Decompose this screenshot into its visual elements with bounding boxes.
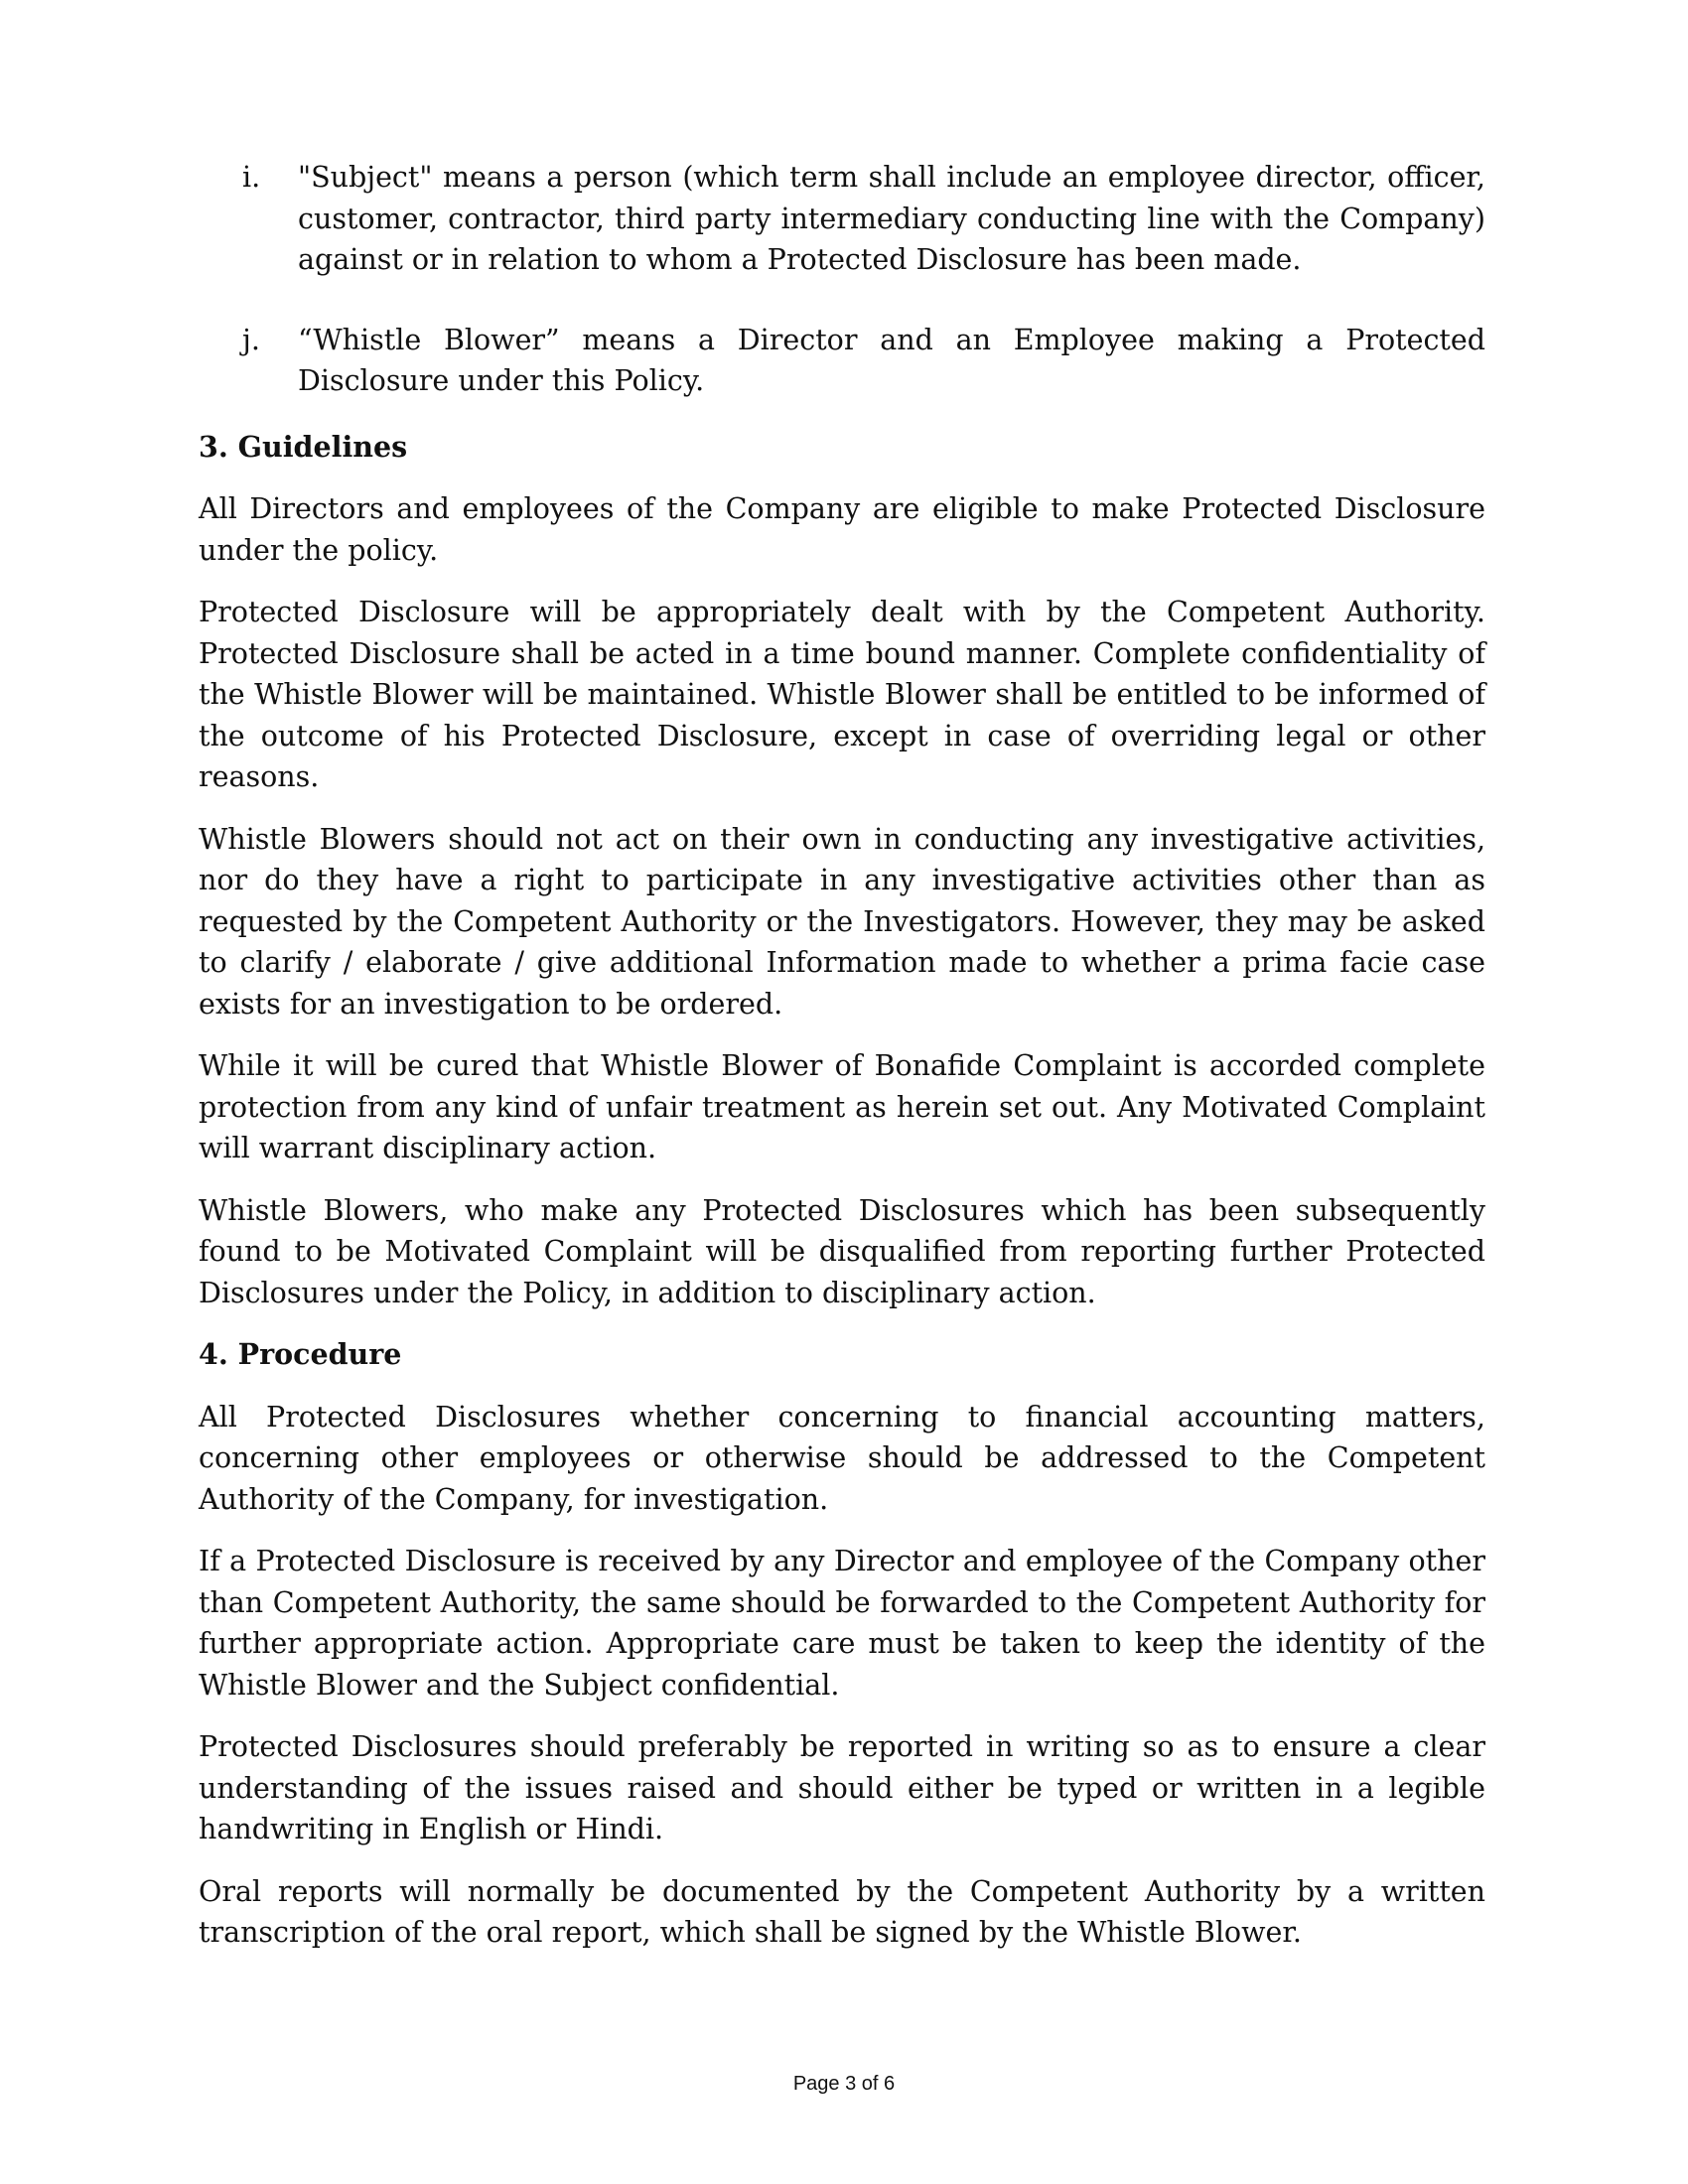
paragraph: All Directors and employees of the Company are eligible to make Protected Disclosure under the policy. [199,492,1485,567]
list-marker: j. [242,323,260,356]
list-marker: i. [242,161,261,194]
section-heading: 3. Guidelines [199,429,408,464]
definitions-list [199,157,1485,402]
paragraph: While it will be cured that Whistle Blower of Bonafide Complaint is accorded complete protection from any kind of unfair treatment as herein set out. Any Motivated Complaint will warrant disciplinary action. [199,1049,1485,1164]
section-guidelines [199,427,1485,1314]
paragraph: Protected Disclosure will be appropriately dealt with by the Competent Authority. Protected Disclosure shall be acted in a time bound manner. Complete confidentiality of the Whistle Blower will be maintained. Whistle Blower shall be entitled to be informed of the outcome of his Protected Disclosure, except in case of overriding legal or other reasons. [199,596,1485,793]
definition-text: “Whistle Blower” means a Director and an Employee making a Protected Disclosure under this Policy. [298,323,1485,397]
section-procedure [199,1334,1485,1954]
paragraph: Oral reports will normally be documented by the Competent Authority by a written transcription of the oral report, which shall be signed by the Whistle Blower. [199,1874,1485,1949]
section-heading: 4. Procedure [199,1337,402,1371]
page-number-footer: Page 3 of 6 [792,2073,896,2095]
page-content [199,157,1485,1975]
definition-item [199,320,1485,402]
definition-text: "Subject" means a person (which term shall include an employee director, officer, customer, contractor, third party intermediary conducting line with the Company) against or in relation to whom a Protected Disclosure has been made. [298,161,1485,276]
paragraph: Whistle Blowers, who make any Protected Disclosures which has been subsequently found to be Motivated Complaint will be disqualified from reporting further Protected Disclosures under the Policy, in addition to disciplinary action. [199,1193,1485,1309]
paragraph: If a Protected Disclosure is received by any Director and employee of the Company other than Competent Authority, the same should be forwarded to the Competent Authority for further appropriate action. Appropriate care must be taken to keep the identity of the Whistle Blower and the Subject confidential. [199,1545,1485,1702]
paragraph: Whistle Blowers should not act on their own in conducting any investigative activities, nor do they have a right to participate in any investigative activities other than as requested by the Competent Authority or the Investigators. However, they may be asked to clarify / elaborate / give additional Information made to whether a prima facie case exists for an investigation to be ordered. [199,822,1485,1021]
paragraph: All Protected Disclosures whether concerning to financial accounting matters, concerning other employees or otherwise should be addressed to the Competent Authority of the Company, for investigation. [199,1400,1485,1516]
paragraph: Protected Disclosures should preferably be reported in writing so as to ensure a clear understanding of the issues raised and should either be typed or written in a legible handwriting in English or Hindi. [199,1730,1485,1845]
definition-item [199,157,1485,281]
